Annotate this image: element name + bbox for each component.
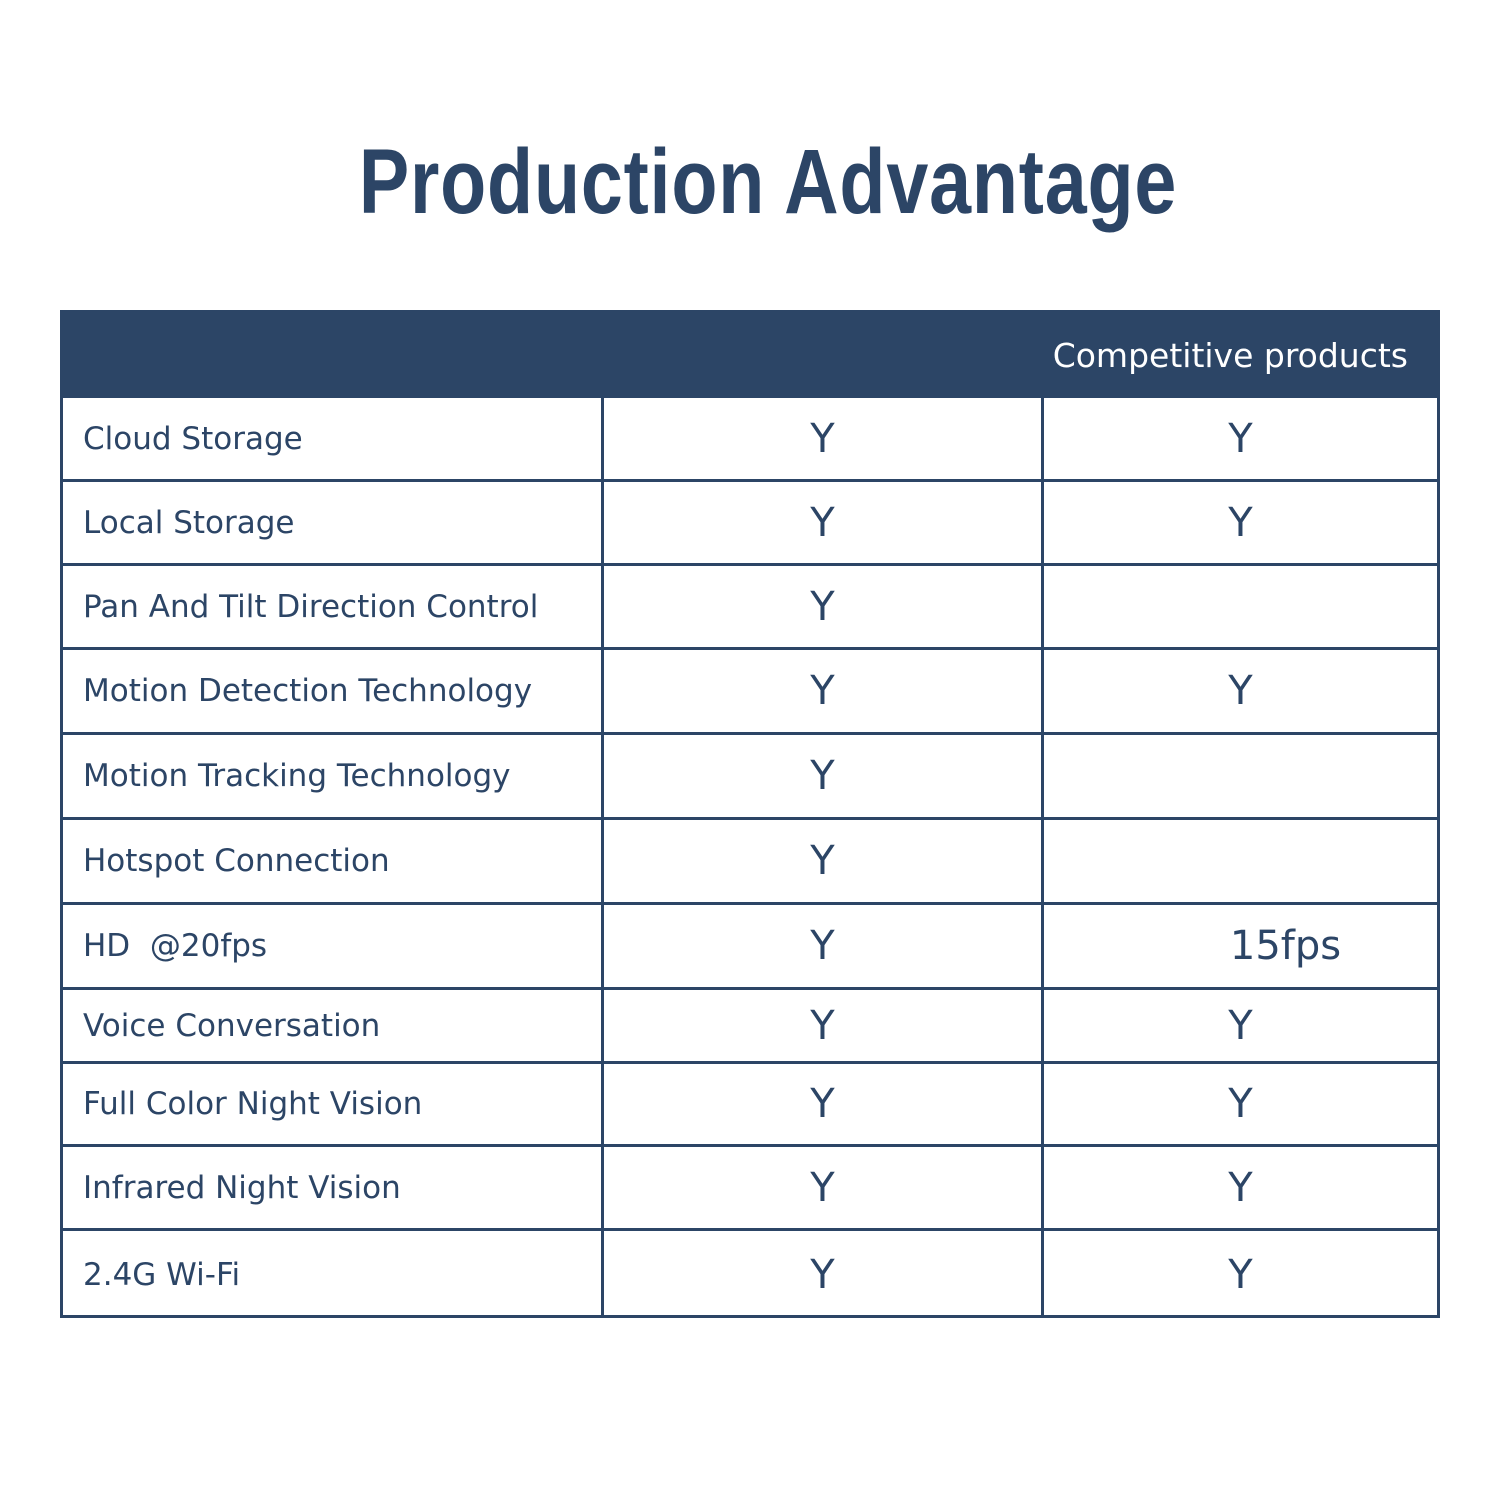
feature-cell: Pan And Tilt Direction Control bbox=[63, 566, 604, 647]
table-row bbox=[63, 1231, 1437, 1318]
competitor-cell: Y bbox=[1228, 668, 1253, 714]
table-row bbox=[63, 650, 1437, 735]
competitor-cell bbox=[1044, 735, 1437, 817]
feature-cell: Infrared Night Vision bbox=[63, 1147, 604, 1228]
ours-cell: Y bbox=[604, 650, 1044, 732]
ours-cell: Y bbox=[604, 735, 1044, 817]
ours-cell: Y bbox=[604, 905, 1044, 987]
competitor-cell bbox=[1044, 905, 1437, 987]
table-row bbox=[63, 1147, 1437, 1231]
competitor-value: 15fps bbox=[1229, 923, 1342, 969]
competitor-column-header: Competitive products bbox=[1052, 336, 1408, 375]
table-row bbox=[63, 482, 1437, 566]
feature-cell: 2.4G Wi-Fi bbox=[63, 1231, 604, 1318]
comparison-table bbox=[60, 310, 1440, 1318]
table-row bbox=[63, 990, 1437, 1064]
competitor-cell: Y bbox=[1228, 1002, 1253, 1049]
ours-cell: Y bbox=[604, 1147, 1044, 1228]
feature-cell: Motion Tracking Technology bbox=[63, 735, 604, 817]
table-row bbox=[63, 398, 1437, 482]
competitor-cell: Y bbox=[1228, 1081, 1253, 1127]
ours-cell: Y bbox=[604, 1231, 1044, 1318]
feature-cell: Voice Conversation bbox=[63, 990, 604, 1061]
competitor-cell: Y bbox=[1228, 1164, 1253, 1211]
table-header bbox=[60, 310, 1440, 398]
feature-cell: Motion Detection Technology bbox=[63, 650, 604, 732]
table-row bbox=[63, 905, 1437, 990]
feature-cell: Cloud Storage bbox=[63, 398, 604, 479]
ours-cell: Y bbox=[604, 820, 1044, 902]
table-row bbox=[63, 566, 1437, 650]
feature-cell: Full Color Night Vision bbox=[63, 1064, 604, 1144]
competitor-cell bbox=[1044, 820, 1437, 902]
table-row bbox=[63, 735, 1437, 820]
competitor-cell: Y bbox=[1228, 499, 1253, 546]
page-title: Production Advantage bbox=[358, 131, 1178, 233]
feature-cell: HD @20fps bbox=[63, 905, 604, 987]
competitor-cell: Y bbox=[1228, 1251, 1253, 1298]
ours-cell: Y bbox=[604, 566, 1044, 647]
ours-cell: Y bbox=[604, 398, 1044, 479]
competitor-cell bbox=[1044, 566, 1437, 647]
table-row bbox=[63, 820, 1437, 905]
competitor-cell: Y bbox=[1228, 415, 1253, 462]
ours-cell: Y bbox=[604, 1064, 1044, 1144]
feature-cell: Hotspot Connection bbox=[63, 820, 604, 902]
ours-cell: Y bbox=[604, 482, 1044, 563]
table-row bbox=[63, 1064, 1437, 1147]
feature-cell: Local Storage bbox=[63, 482, 604, 563]
ours-cell: Y bbox=[604, 990, 1044, 1061]
